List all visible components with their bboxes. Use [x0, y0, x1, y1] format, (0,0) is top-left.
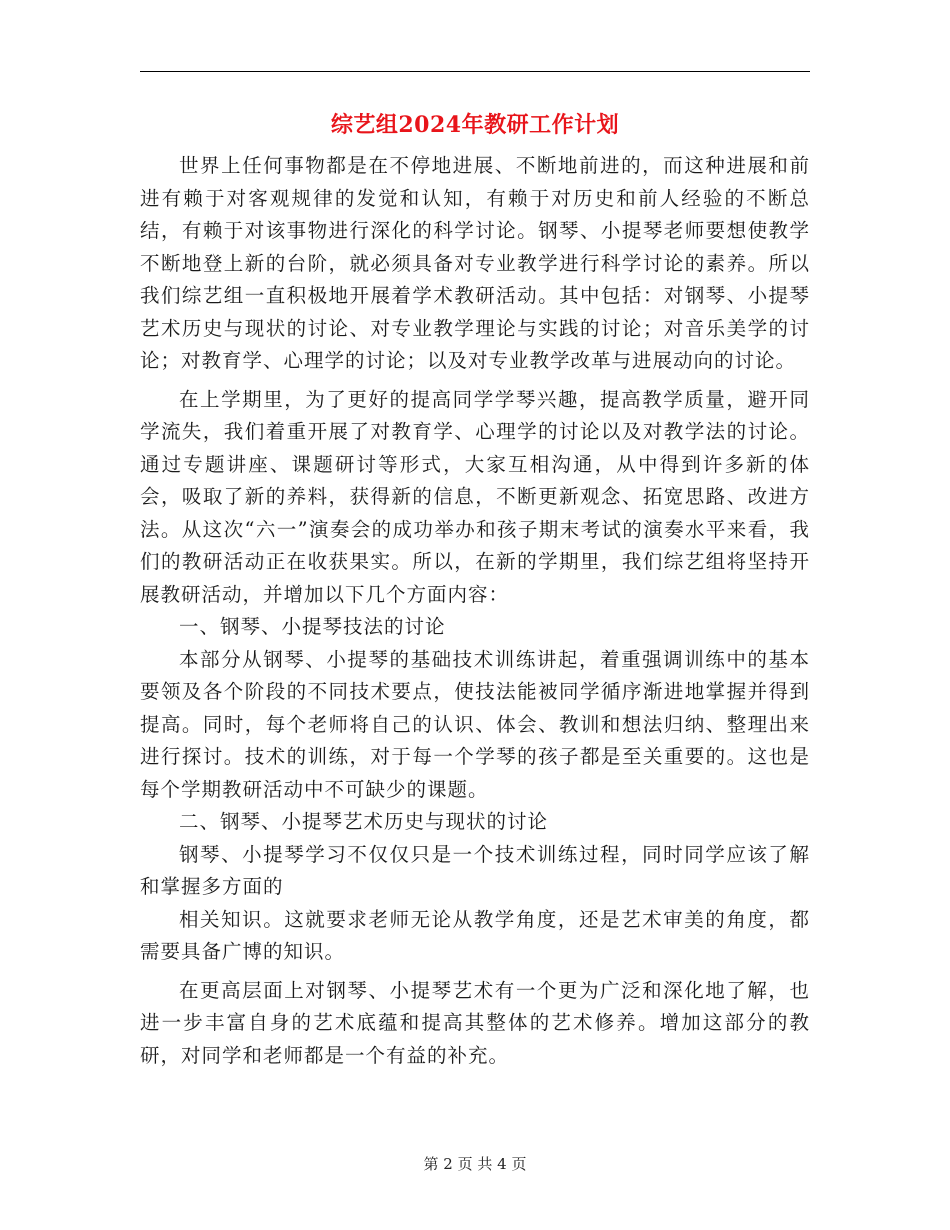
paragraph: 相关知识。这就要求老师无论从教学角度，还是艺术审美的角度，都需要具备广博的知识。	[140, 907, 810, 963]
section-heading: 二、钢琴、小提琴艺术历史与现状的讨论	[179, 810, 549, 833]
paragraph: 世界上任何事物都是在不停地进展、不断地前进的，而这种进展和前进有赖于对客观规律的发觉和认知，有赖于对历史和前人经验的不断总结，有赖于对该事物进行深化的科学讨论。钢琴、小提琴老师要想使教学不断地登上新的台阶，就必须具备对专业教学进行科学讨论的素养。所以我们综艺组一直积极地开展着学术教研活动。其中包括：对钢琴、小提琴艺术历史与现状的讨论、对专业教学理论与实践的讨论；对音乐美学的讨论；对教育学、心理学的讨论；以及对专业教学改革与进展动向的讨论。	[140, 154, 810, 372]
paragraph: 在上学期里，为了更好的提高同学学琴兴趣，提高教学质量，避开同学流失，我们着重开展了对教育学、心理学的讨论以及对教学法的讨论。通过专题讲座、课题研讨等形式，大家互相沟通，从中得到许多新的体会，吸取了新的养料，获得新的信息，不断更新观念、拓宽思路、改进方法。从这次“六一”演奏会的成功举办和孩子期末考试的演奏水平来看，我们的教研活动正在收获果实。所以，在新的学期里，我们综艺组将坚持开展教研活动，并增加以下几个方面内容：	[140, 387, 810, 606]
paragraph: 本部分从钢琴、小提琴的基础技术训练讲起，着重强调训练中的基本要领及各个阶段的不同技术要点，使技法能被同学循序渐进地掌握并得到提高。同时，每个老师将自己的认识、体会、教训和想法归纳、整理出来进行探讨。技术的训练，对于每一个学琴的孩子都是至关重要的。这也是每个学期教研活动中不可缺少的课题。	[140, 647, 810, 801]
header-rule	[140, 71, 810, 72]
document-title: 综艺组2024年教研工作计划	[330, 112, 620, 138]
paragraph: 钢琴、小提琴学习不仅仅只是一个技术训练过程，同时同学应该了解和掌握多方面的	[140, 842, 810, 898]
document-body	[140, 150, 810, 1072]
section-heading: 一、钢琴、小提琴技法的讨论	[179, 615, 446, 638]
page-footer: 第 2 页 共 4 页	[423, 1155, 527, 1173]
paragraph: 在更高层面上对钢琴、小提琴艺术有一个更为广泛和深化地了解，也进一步丰富自身的艺术底蕴和提高其整体的艺术修养。增加这部分的教研，对同学和老师都是一个有益的补充。	[140, 978, 810, 1067]
